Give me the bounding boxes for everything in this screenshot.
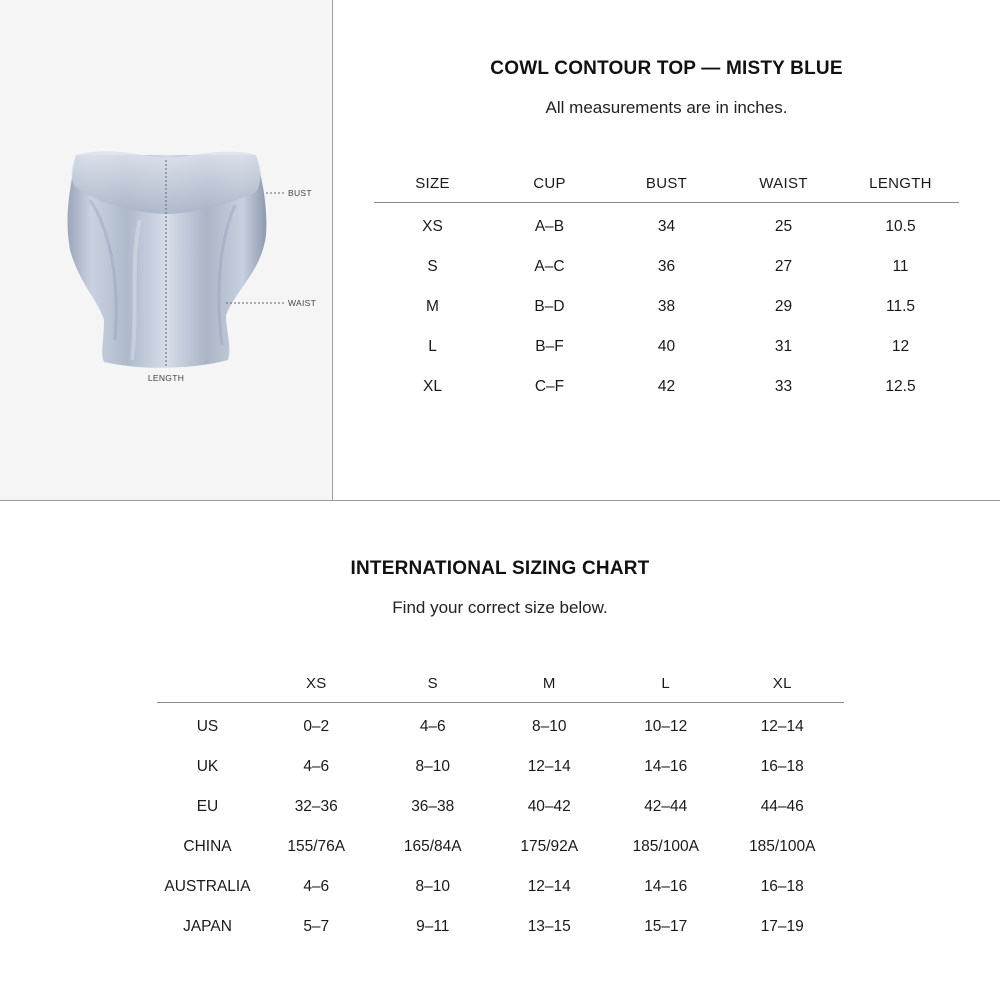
header-cell: WAIST [759,175,808,192]
table-row [374,287,959,327]
section-divider [0,500,1000,501]
table-cell: 44–46 [760,798,804,815]
table-cell: A–C [534,258,565,275]
table-cell: 17–19 [760,918,804,935]
table-row [157,907,844,947]
table-cell: 12–14 [527,758,571,775]
table-cell: 14–16 [644,878,688,895]
table-row [374,207,959,247]
table-cell: XL [423,378,442,395]
table-cell: 14–16 [644,758,688,775]
region-cell: AUSTRALIA [164,878,251,895]
table-cell: 8–10 [532,718,567,735]
region-cell: UK [196,758,219,775]
table-cell: 40 [657,338,676,355]
table-cell: 13–15 [527,918,571,935]
table-row [157,747,844,787]
table-cell: 40–42 [527,798,571,815]
table-cell: 38 [657,298,676,315]
size-table [374,175,959,407]
table-cell: B–D [534,298,565,315]
table-row [157,867,844,907]
table-cell: 10–12 [644,718,688,735]
table-row [157,707,844,747]
header-cell: CUP [533,175,566,192]
table-cell: 9–11 [416,918,450,935]
international-sizing-table [157,675,844,947]
region-cell: EU [196,798,219,815]
region-cell: CHINA [183,838,232,855]
table-cell: 34 [657,218,676,235]
table-cell: S [427,258,438,275]
table-cell: 12 [891,338,910,355]
product-title: COWL CONTOUR TOP — MISTY BLUE [490,58,843,79]
table-cell: A–B [534,218,565,235]
table-cell: 27 [774,258,793,275]
table-cell: 42–44 [644,798,688,815]
table-cell: 175/92A [520,838,579,855]
size-table-header [374,175,959,203]
table-cell: 155/76A [287,838,346,855]
table-cell: 42 [657,378,676,395]
table-cell: 33 [774,378,793,395]
table-cell: 16–18 [760,758,804,775]
international-title: INTERNATIONAL SIZING CHART [350,558,650,579]
table-cell: 31 [774,338,793,355]
waist-label: WAIST [288,298,317,308]
table-cell: 36 [657,258,676,275]
international-subtitle: Find your correct size below. [392,598,608,617]
table-row [157,827,844,867]
region-cell: JAPAN [183,918,232,935]
table-cell: C–F [534,378,565,395]
header-cell: BUST [645,175,688,192]
table-cell: M [426,298,439,315]
table-cell: 12.5 [885,378,916,395]
table-cell: 5–7 [303,918,330,935]
table-cell: 36–38 [411,798,455,815]
table-cell: 12–14 [760,718,804,735]
product-subtitle: All measurements are in inches. [545,98,788,117]
table-cell: B–F [535,338,564,355]
table-cell: 185/100A [749,838,816,855]
table-row [157,787,844,827]
table-cell: 12–14 [527,878,571,895]
table-cell: 11 [892,258,909,275]
table-cell: 8–10 [415,758,450,775]
table-cell: 4–6 [419,718,446,735]
table-cell: 11.5 [885,298,916,315]
header-cell: XL [772,675,792,692]
header-cell: M [542,675,556,692]
table-cell: L [428,338,437,355]
table-row [374,247,959,287]
region-cell: US [196,718,219,735]
table-cell: 25 [774,218,793,235]
table-cell: 8–10 [415,878,450,895]
table-cell: 10.5 [885,218,916,235]
table-cell: 185/100A [632,838,699,855]
table-cell: XS [422,218,443,235]
table-cell: 15–17 [644,918,688,935]
table-cell: 165/84A [403,838,462,855]
international-table-header [157,675,844,703]
table-cell: 16–18 [760,878,804,895]
header-cell: S [427,675,438,692]
table-cell: 4–6 [303,878,330,895]
header-cell: SIZE [415,175,450,192]
product-image-panel [0,0,333,500]
garment-illustration [0,0,333,500]
header-cell: L [661,675,671,692]
bust-label: BUST [288,188,312,198]
table-row [374,327,959,367]
table-cell: 4–6 [303,758,330,775]
table-row [374,367,959,407]
header-cell: LENGTH [869,175,932,192]
table-cell: 29 [774,298,793,315]
header-cell: XS [305,675,327,692]
table-cell: 0–2 [303,718,330,735]
length-label: LENGTH [147,373,185,383]
table-cell: 32–36 [294,798,338,815]
